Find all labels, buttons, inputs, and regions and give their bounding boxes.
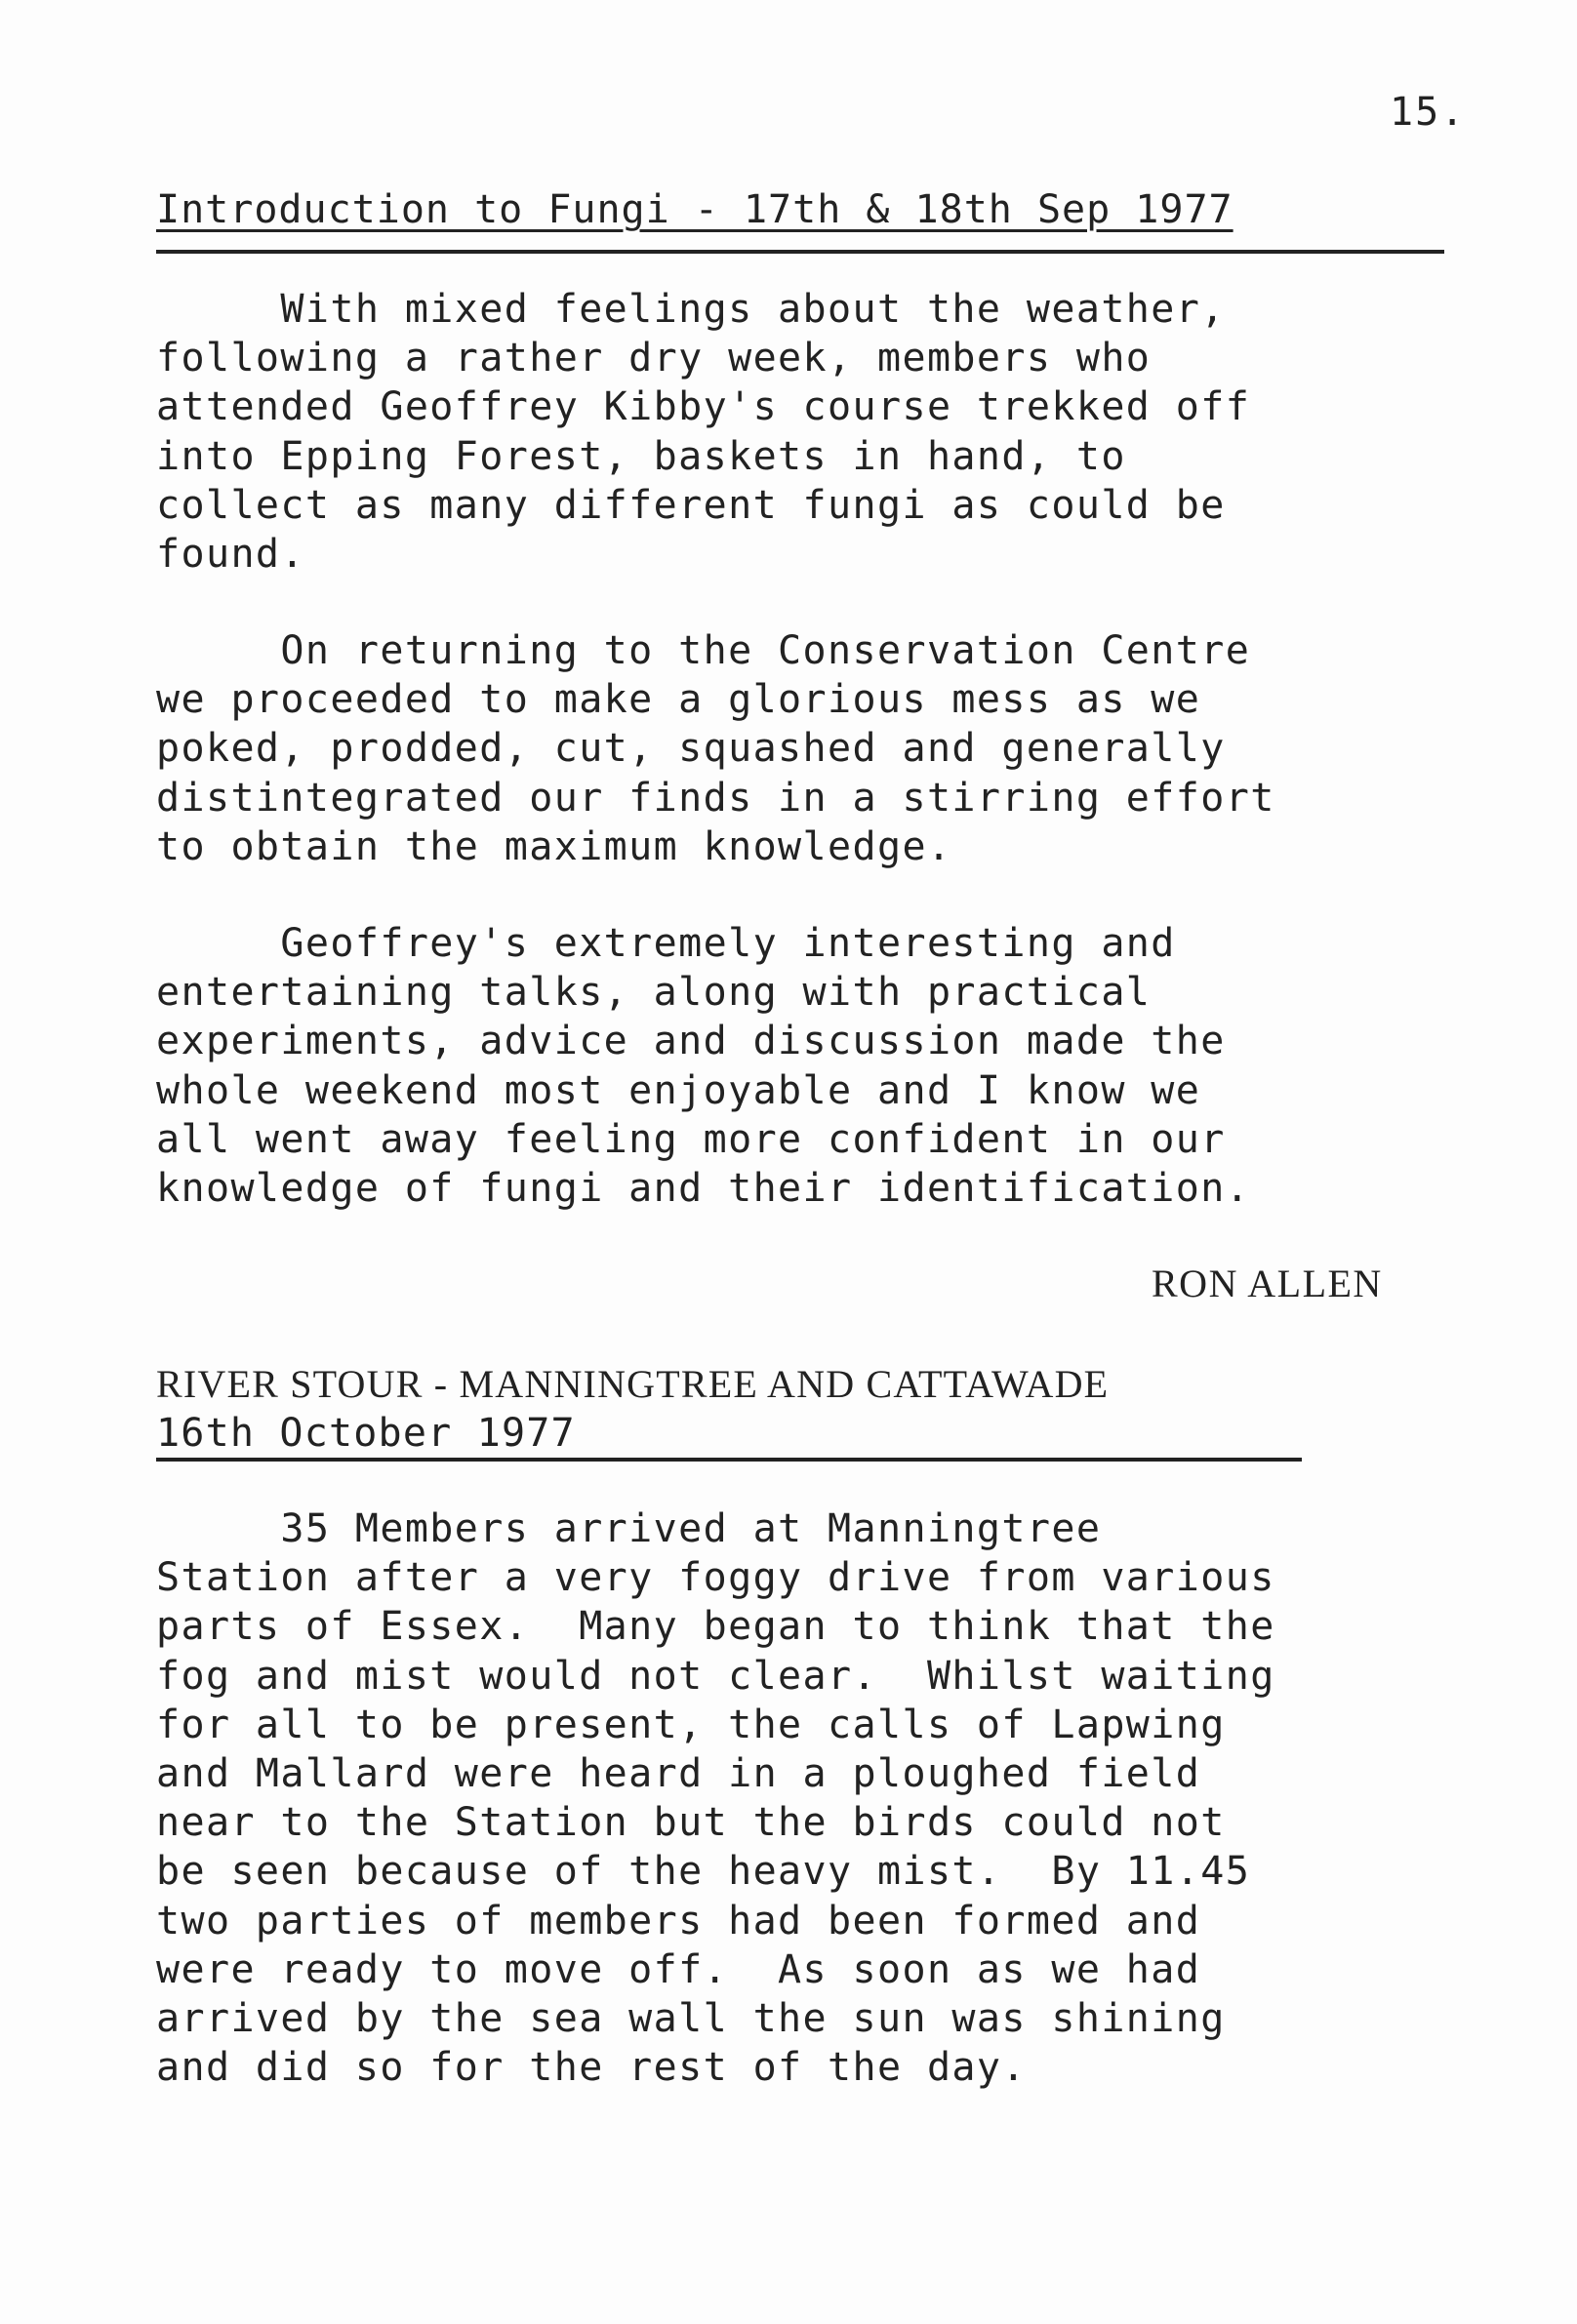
text-line: and did so for the rest of the day. — [156, 2045, 1027, 2091]
text-line: With mixed feelings about the weather, — [156, 287, 1226, 332]
text-line: be seen because of the heavy mist. By 11.45 — [156, 1849, 1251, 1895]
text-line: arrived by the sea wall the sun was shining — [156, 1996, 1226, 2042]
title-underline-rule — [156, 1458, 1302, 1462]
text-line: collect as many different fungi as could be — [156, 482, 1226, 528]
section-date-river-stour: 16th October 1977 — [156, 1411, 576, 1456]
text-line: we proceeded to make a glorious mess as we — [156, 677, 1201, 723]
text-line: entertaining talks, along with practical — [156, 970, 1152, 1016]
paragraph-fungi-1 — [156, 285, 1522, 579]
paragraph-river-stour-1 — [156, 1504, 1522, 2092]
text-line: parts of Essex. Many began to think that the — [156, 1604, 1275, 1650]
text-line: distintegrated our finds in a stirring effort — [156, 775, 1275, 821]
section-title-fungi: Introduction to Fungi - 17th & 18th Sep 1977 — [156, 187, 1233, 232]
text-line: all went away feeling more confident in our — [156, 1116, 1226, 1162]
text-line: near to the Station but the birds could not — [156, 1800, 1226, 1846]
paragraph-fungi-2 — [156, 626, 1522, 871]
text-line: were ready to move off. As soon as we had — [156, 1946, 1201, 1992]
text-line: 35 Members arrived at Manningtree — [156, 1506, 1102, 1551]
text-line: for all to be present, the calls of Lapwing — [156, 1702, 1226, 1747]
text-line: found. — [156, 532, 305, 578]
title-underline-rule — [156, 250, 1444, 254]
text-line: experiments, advice and discussion made the — [156, 1019, 1226, 1064]
author-signature: RON ALLEN — [1152, 1262, 1383, 1305]
text-line: to obtain the maximum knowledge. — [156, 823, 952, 869]
section-title-river-stour: RIVER STOUR - MANNINGTREE AND CATTAWADE — [156, 1362, 1110, 1406]
paragraph-fungi-3 — [156, 919, 1522, 1213]
text-line: following a rather dry week, members who — [156, 336, 1152, 381]
text-line: Station after a very foggy drive from various — [156, 1555, 1275, 1601]
text-line: fog and mist would not clear. Whilst waiting — [156, 1653, 1275, 1699]
text-line: whole weekend most enjoyable and I know we — [156, 1067, 1201, 1113]
page-number: 15. — [1390, 90, 1467, 135]
text-line: Geoffrey's extremely interesting and — [156, 921, 1176, 966]
text-line: On returning to the Conservation Centre — [156, 628, 1251, 673]
text-line: into Epping Forest, baskets in hand, to — [156, 433, 1126, 479]
text-line: two parties of members had been formed and — [156, 1898, 1201, 1943]
text-line: attended Geoffrey Kibby's course trekked off — [156, 384, 1251, 430]
text-line: poked, prodded, cut, squashed and generally — [156, 726, 1226, 772]
text-line: and Mallard were heard in a ploughed field — [156, 1751, 1201, 1797]
text-line: knowledge of fungi and their identification. — [156, 1166, 1251, 1212]
